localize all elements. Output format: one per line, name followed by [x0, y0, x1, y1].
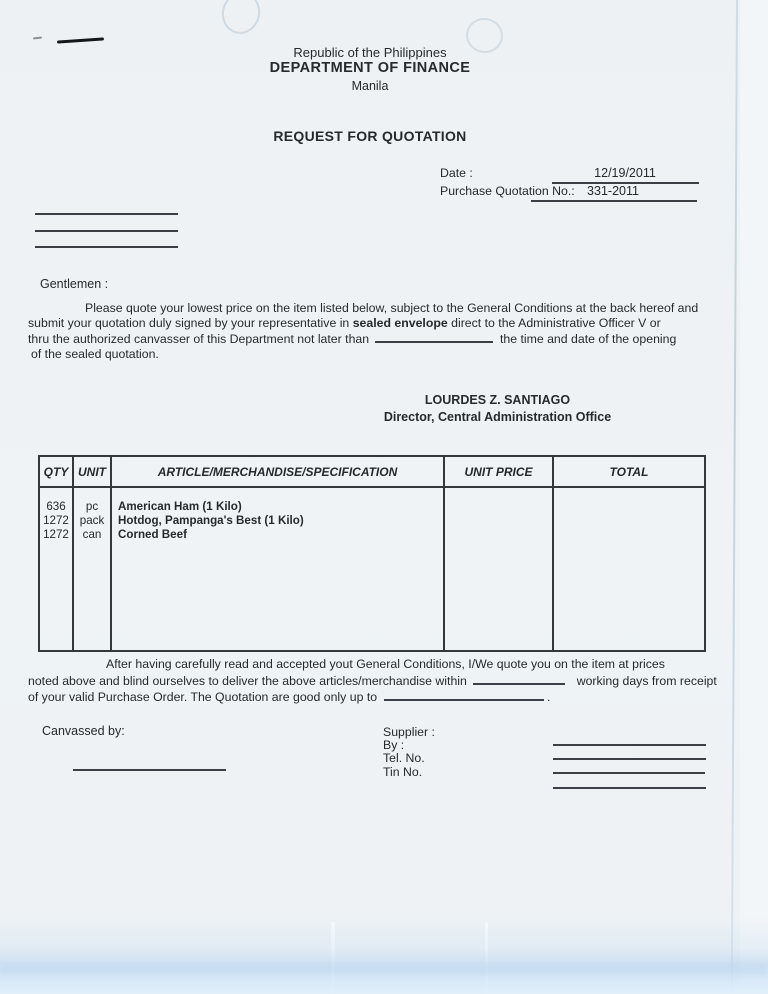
date-label: Date : — [440, 166, 473, 180]
header-article: ARTICLE/MERCHANDISE/SPECIFICATION — [112, 457, 445, 486]
table-body-row — [40, 488, 704, 650]
unit-value: pc — [85, 500, 99, 513]
article-value: Corned Beef — [118, 528, 187, 541]
paragraph-text: direct to the Administrative Officer V or — [451, 315, 661, 330]
paragraph-text: thru the authorized canvasser of this Department not later than — [28, 332, 370, 347]
scan-circle-artifact — [217, 0, 264, 38]
supplier-block — [383, 726, 435, 779]
paragraph-line — [28, 672, 728, 689]
sealed-envelope-emphasis: sealed envelope — [352, 315, 448, 330]
unit-value: can — [82, 528, 102, 541]
validity-blank-line — [384, 688, 544, 701]
republic-line: Republic of the Philippines — [293, 45, 447, 60]
document-title: REQUEST FOR QUOTATION — [273, 128, 467, 144]
table-header-row — [40, 457, 704, 488]
paragraph-line: After having carefully read and accepted yout General Conditions, I/We quote you on the item at prices — [106, 657, 665, 671]
header-unit: UNIT — [74, 457, 112, 486]
scan-light-streak — [485, 922, 488, 994]
scan-bottom-shadow — [0, 965, 768, 976]
deadline-blank-line — [375, 330, 493, 343]
article-column — [112, 488, 445, 650]
purchase-quotation-label: Purchase Quotation No.: — [440, 184, 575, 198]
paragraph-text: the time and date of the opening — [499, 332, 677, 347]
working-days-blank-line — [473, 672, 565, 685]
addressee-line-1 — [35, 213, 178, 215]
pen-mark-small — [33, 37, 42, 40]
paragraph-text: . — [546, 690, 551, 705]
scan-bottom-band — [0, 916, 768, 994]
header-unit-price: UNIT PRICE — [445, 457, 554, 486]
tin-fill-line — [553, 787, 706, 789]
paragraph-line — [28, 330, 693, 347]
quotation-table — [38, 455, 706, 652]
paragraph-line: Please quote your lowest price on the item listed below, subject to the General Conditions at the back hereof and — [85, 301, 699, 315]
scan-light-streak — [331, 922, 335, 994]
request-paragraph — [28, 301, 699, 361]
paragraph-line: of the sealed quotation. — [31, 346, 159, 361]
signatory-block — [300, 392, 695, 426]
scan-right-margin — [740, 0, 768, 994]
purchase-quotation-value: 331-2011 — [587, 184, 639, 198]
by-fill-line — [553, 758, 706, 760]
paragraph-text: submit your quotation duly signed by your representative in — [28, 315, 350, 330]
supplier-fill-line — [553, 744, 706, 746]
header-qty: QTY — [40, 457, 74, 486]
qty-column — [40, 488, 74, 650]
signatory-name: LOURDES Z. SANTIAGO — [424, 393, 571, 407]
tel-fill-line — [553, 772, 705, 774]
purchase-quotation-underline — [531, 200, 697, 202]
salutation: Gentlemen : — [40, 277, 109, 291]
addressee-line-3 — [35, 246, 178, 248]
canvassed-by-label: Canvassed by: — [42, 724, 125, 738]
canvassed-by-signature-line — [73, 769, 226, 771]
city-line: Manila — [351, 79, 389, 93]
signatory-title: Director, Central Administration Office — [383, 410, 612, 424]
unit-value: pack — [79, 514, 105, 527]
addressee-line-2 — [35, 230, 178, 232]
paragraph-text: noted above and blind ourselves to deliver the above articles/merchandise within — [28, 673, 467, 688]
unit-column — [74, 488, 112, 650]
unit-price-column — [445, 488, 554, 650]
paragraph-line — [28, 316, 693, 331]
date-value: 12/19/2011 — [594, 166, 656, 180]
acceptance-paragraph — [28, 657, 728, 705]
supplier-label: Supplier : — [383, 725, 435, 739]
tel-label: Tel. No. — [383, 751, 425, 766]
article-value: American Ham (1 Kilo) — [118, 500, 242, 513]
pen-mark-dash — [57, 37, 104, 43]
qty-value: 1272 — [43, 514, 69, 527]
paragraph-text: working days from receipt — [576, 673, 717, 688]
paragraph-line — [28, 688, 728, 705]
qty-value: 636 — [46, 500, 66, 513]
department-name: DEPARTMENT OF FINANCE — [269, 60, 471, 76]
header-total: TOTAL — [609, 464, 649, 479]
by-label: By : — [383, 738, 405, 753]
paper-edge-line — [731, 0, 738, 994]
letterhead — [0, 45, 740, 94]
total-column — [554, 488, 704, 650]
paragraph-text: of your valid Purchase Order. The Quotation are good only up to — [28, 690, 378, 705]
tin-label: Tin No. — [383, 764, 423, 779]
qty-value: 1272 — [43, 528, 69, 541]
article-value: Hotdog, Pampanga's Best (1 Kilo) — [118, 514, 304, 527]
